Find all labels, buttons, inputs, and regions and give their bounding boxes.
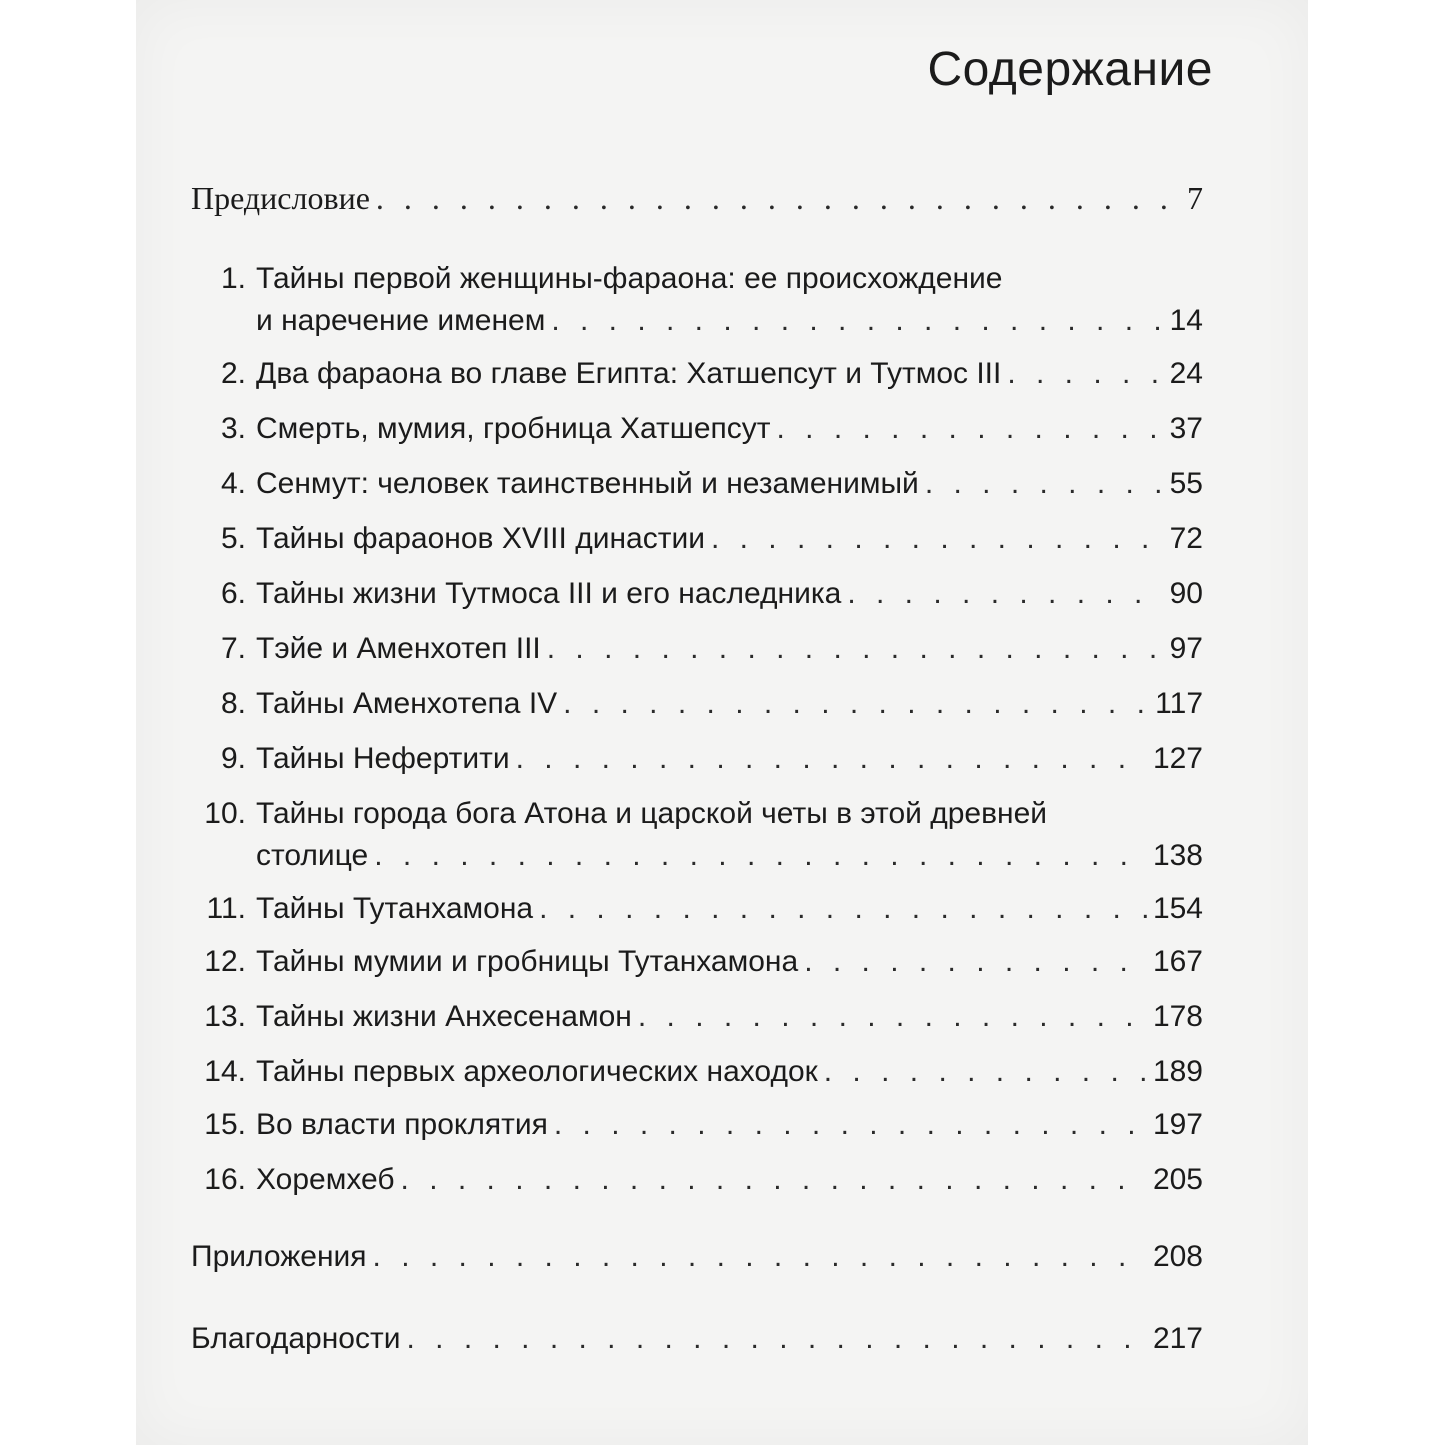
toc-entry-chapter-13[interactable] <box>198 1000 1203 1034</box>
toc-entry-label-continued: столице <box>256 839 369 872</box>
dot-leader <box>563 687 1149 721</box>
toc-entry-chapter-6[interactable] <box>198 577 1203 611</box>
toc-entry-chapter-14[interactable] <box>198 1055 1203 1089</box>
toc-page-number: 37 <box>1169 412 1203 445</box>
chapter-number: 15. <box>204 1108 246 1141</box>
dot-leader <box>547 632 1164 666</box>
page-title: Содержание <box>927 43 1213 96</box>
toc-entry-label: Тайны Нефертити <box>256 742 510 775</box>
dot-leader <box>638 1000 1147 1034</box>
toc-entry-chapter-10[interactable] <box>198 797 1203 873</box>
chapter-number: 13. <box>204 1000 246 1033</box>
chapter-number: 3. <box>220 412 246 445</box>
toc-entry-label: Во власти проклятия <box>256 1108 548 1141</box>
toc-entry-label: Тайны первой женщины-фараона: ее происхождение <box>256 262 1003 295</box>
toc-page-number: 72 <box>1169 522 1203 555</box>
book-page <box>136 0 1308 1445</box>
dot-leader <box>847 577 1163 611</box>
chapter-number: 12. <box>204 945 246 978</box>
dot-leader <box>539 892 1147 926</box>
dot-leader <box>401 1163 1147 1197</box>
dot-leader <box>804 945 1147 979</box>
toc-page-number: 197 <box>1152 1108 1203 1141</box>
toc-entry-chapter-4[interactable] <box>198 467 1203 501</box>
dot-leader <box>711 522 1164 556</box>
toc-entry-chapter-2[interactable] <box>198 357 1203 391</box>
toc-entry-chapter-11[interactable] <box>198 892 1203 926</box>
toc-page-number: 127 <box>1152 742 1203 775</box>
toc-page-number: 97 <box>1169 632 1203 665</box>
toc-entry-acknowledgements[interactable] <box>191 1322 1203 1356</box>
chapter-number: 4. <box>220 467 246 500</box>
toc-page-number: 90 <box>1169 577 1203 610</box>
toc-entry-label: Хоремхеб <box>256 1163 395 1196</box>
toc-page-number: 178 <box>1152 1000 1203 1033</box>
dot-leader <box>925 467 1164 501</box>
toc-entry-label-continued: и наречение именем <box>256 304 546 337</box>
dot-leader <box>376 180 1181 217</box>
toc-entry-chapter-1[interactable] <box>198 262 1203 338</box>
toc-entry-label: Благодарности <box>191 1322 401 1355</box>
dot-leader <box>374 839 1147 873</box>
toc-entry-preface[interactable] <box>191 180 1203 217</box>
toc-entry-label: Тайны мумии и гробницы Тутанхамона <box>256 945 799 978</box>
toc-page-number: 217 <box>1152 1322 1203 1355</box>
toc-entry-label: Тайны первых археологических находок <box>256 1055 818 1088</box>
toc-entry-label: Тэйе и Аменхотеп III <box>256 632 541 665</box>
toc-page-number: 208 <box>1152 1240 1203 1273</box>
toc-entry-chapter-9[interactable] <box>198 742 1203 776</box>
toc-page-number: 138 <box>1152 839 1203 872</box>
toc-entry-label: Приложения <box>191 1240 367 1273</box>
toc-page-number: 14 <box>1169 304 1203 337</box>
chapter-number: 16. <box>204 1163 246 1196</box>
toc-page-number: 55 <box>1169 467 1203 500</box>
toc-entry-label: Смерть, мумия, гробница Хатшепсут <box>256 412 771 445</box>
toc-entry-chapter-15[interactable] <box>198 1108 1203 1142</box>
toc-page-number: 189 <box>1152 1055 1203 1088</box>
chapter-number: 7. <box>220 632 246 665</box>
toc-entry-label: Сенмут: человек таинственный и незаменимый <box>256 467 919 500</box>
dot-leader <box>373 1240 1147 1274</box>
toc-page-number: 167 <box>1152 945 1203 978</box>
toc-entry-chapter-12[interactable] <box>198 945 1203 979</box>
dot-leader <box>551 304 1163 338</box>
chapter-number: 9. <box>220 742 246 775</box>
toc-page-number: 117 <box>1155 687 1203 720</box>
dot-leader <box>554 1108 1147 1142</box>
toc-entry-label: Тайны Тутанхамона <box>256 892 534 925</box>
toc-entry-label: Предисловие <box>191 180 370 216</box>
toc-entry-label: Тайны жизни Тутмоса III и его наследника <box>256 577 842 610</box>
dot-leader <box>824 1055 1147 1089</box>
toc-page-number: 7 <box>1187 180 1203 216</box>
toc-entry-label: Тайны фараонов XVIII династии <box>256 522 705 555</box>
dot-leader <box>406 1322 1146 1356</box>
toc-entry-label: Тайны Аменхотепа IV <box>256 687 558 720</box>
dot-leader <box>1007 357 1163 391</box>
toc-entry-chapter-3[interactable] <box>198 412 1203 446</box>
toc-page-number: 24 <box>1169 357 1203 390</box>
chapter-number: 2. <box>220 357 246 390</box>
chapter-number: 14. <box>204 1055 246 1088</box>
chapter-number: 1. <box>220 262 246 295</box>
chapter-number: 8. <box>220 687 246 720</box>
chapter-number: 6. <box>220 577 246 610</box>
toc-page-number: 205 <box>1152 1163 1203 1196</box>
toc-entry-chapter-16[interactable] <box>198 1163 1203 1197</box>
toc-entry-label: Два фараона во главе Египта: Хатшепсут и Тутмос III <box>256 357 1002 390</box>
toc-entry-label: Тайны жизни Анхесенамон <box>256 1000 632 1033</box>
toc-entry-chapter-8[interactable] <box>198 687 1203 721</box>
chapter-number: 5. <box>220 522 246 555</box>
toc-entry-chapter-7[interactable] <box>198 632 1203 666</box>
toc-entry-label: Тайны города бога Атона и царской четы в этой древней <box>256 797 1048 830</box>
dot-leader <box>777 412 1164 446</box>
chapter-number: 10. <box>204 797 246 830</box>
dot-leader <box>516 742 1147 776</box>
toc-entry-appendix[interactable] <box>191 1240 1203 1274</box>
chapter-number: 11. <box>206 892 246 925</box>
toc-page-number: 154 <box>1152 892 1203 925</box>
toc-entry-chapter-5[interactable] <box>198 522 1203 556</box>
